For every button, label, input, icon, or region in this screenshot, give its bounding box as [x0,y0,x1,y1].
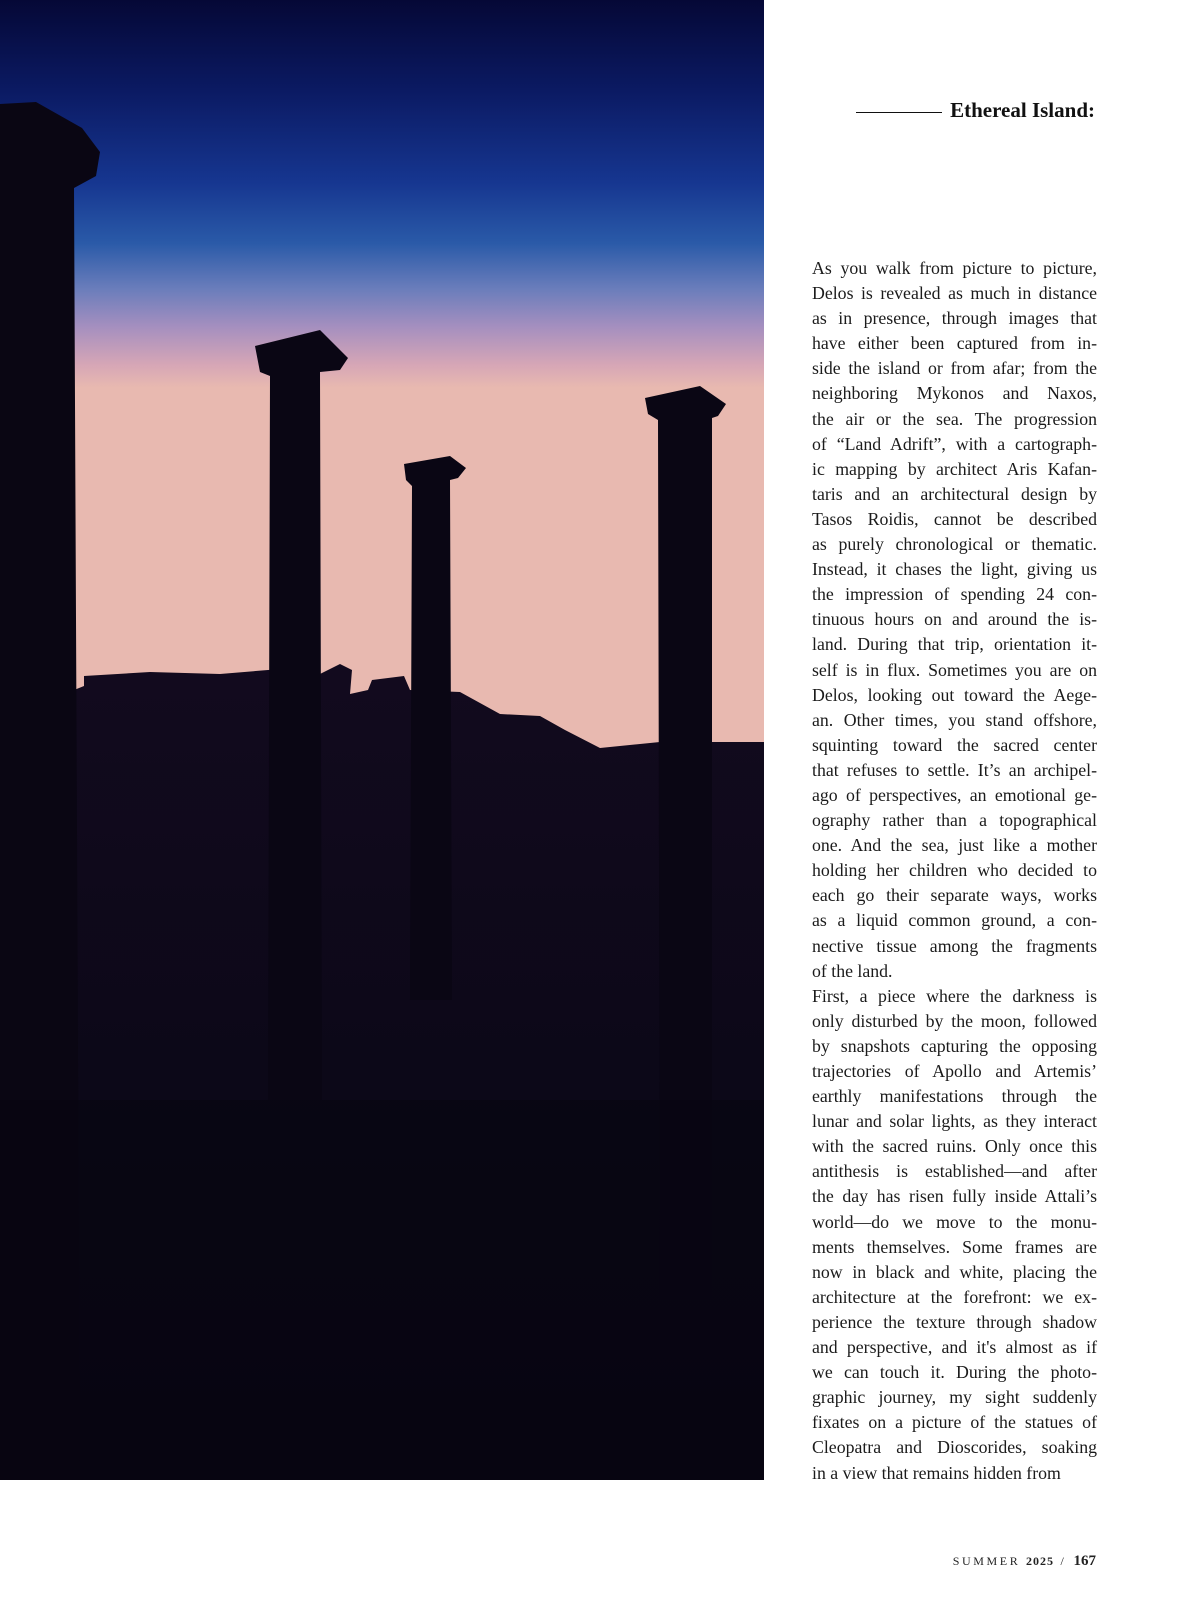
article-line: with the sacred ruins. Only once this [812,1136,1097,1157]
page-number: 167 [1073,1553,1096,1569]
article-line: self is in flux. Sometimes you are on [812,659,1097,680]
article-body [812,256,1097,1486]
article-line: ography rather than a topographical [812,810,1097,831]
article-line: lunar and solar lights, as they interact [812,1111,1097,1132]
article-line: ic mapping by architect Aris Kafan- [812,458,1097,479]
article-line: neighboring Mykonos and Naxos, [812,383,1097,404]
article-line: only disturbed by the moon, followed [812,1010,1097,1031]
article-line: the air or the sea. The progression [812,408,1097,429]
article-line: as a liquid common ground, a con- [812,910,1097,931]
article-line: ago of perspectives, an emotional ge- [812,784,1097,805]
footer-season: SUMMER [952,1554,1021,1568]
article-line: taris and an architectural design by [812,483,1097,504]
footer-separator: / [1060,1554,1064,1568]
article-line: the day has risen fully inside Attali’s [812,1186,1097,1207]
article-line: and perspective, and it's almost as if [812,1337,1097,1358]
article-line: squinting toward the sacred center [812,734,1097,755]
section-title: Ethereal Island: [950,98,1095,122]
article-line: have either been captured from in- [812,333,1097,354]
article-line: perience the texture through shadow [812,1311,1097,1332]
article-line: As you walk from picture to picture, [812,258,1097,278]
article-line: one. And the sea, just like a mother [812,835,1097,856]
article-line: by snapshots capturing the opposing [812,1035,1097,1056]
article-line: architecture at the forefront: we ex- [812,1286,1097,1307]
section-header [856,98,1095,123]
article-line: trajectories of Apollo and Artemis’ [812,1061,1097,1081]
article-line: now in black and white, placing the [812,1261,1097,1282]
article-line: tinuous hours on and around the is- [812,609,1097,630]
article-line: holding her children who decided to [812,860,1097,881]
article-line: Instead, it chases the light, giving us [812,559,1097,580]
article-line: as in presence, through images that [812,308,1097,329]
article-line: Delos, looking out toward the Aege- [812,684,1097,705]
article-line: fixates on a picture of the statues of [812,1412,1097,1433]
article-line: as purely chronological or thematic. [812,534,1097,555]
article-line: graphic journey, my sight suddenly [812,1387,1097,1408]
footer-year: 2025 [1025,1554,1054,1568]
article-line: of the land. [812,960,893,981]
article-line: Delos is revealed as much in distance [812,283,1097,304]
article-line: we can touch it. During the photo- [812,1362,1097,1383]
article-line: world—do we move to the monu- [812,1211,1097,1232]
header-rule [856,112,942,113]
article-line: earthly manifestations through the [812,1086,1097,1107]
page-footer [953,1553,1096,1570]
article-line: in a view that remains hidden from [812,1462,1061,1483]
article-line: nective tissue among the fragments [812,935,1097,956]
article-line: of “Land Adrift”, with a cartograph- [812,433,1097,454]
article-line: First, a piece where the darkness is [812,985,1097,1006]
article-line: antithesis is established—and after [812,1161,1097,1182]
article-line: land. During that trip, orientation it- [812,634,1097,655]
article-line: side the island or from afar; from the [812,358,1097,379]
article-line: an. Other times, you stand offshore, [812,709,1097,730]
article-line: the impression of spending 24 con- [812,584,1097,605]
article-line: Tasos Roidis, cannot be described [812,508,1097,529]
article-line: Cleopatra and Dioscorides, soaking [812,1437,1097,1458]
article-line: ments themselves. Some frames are [812,1236,1097,1257]
article-line: that refuses to settle. It’s an archipel- [812,759,1097,780]
article-line: each go their separate ways, works [812,885,1097,906]
